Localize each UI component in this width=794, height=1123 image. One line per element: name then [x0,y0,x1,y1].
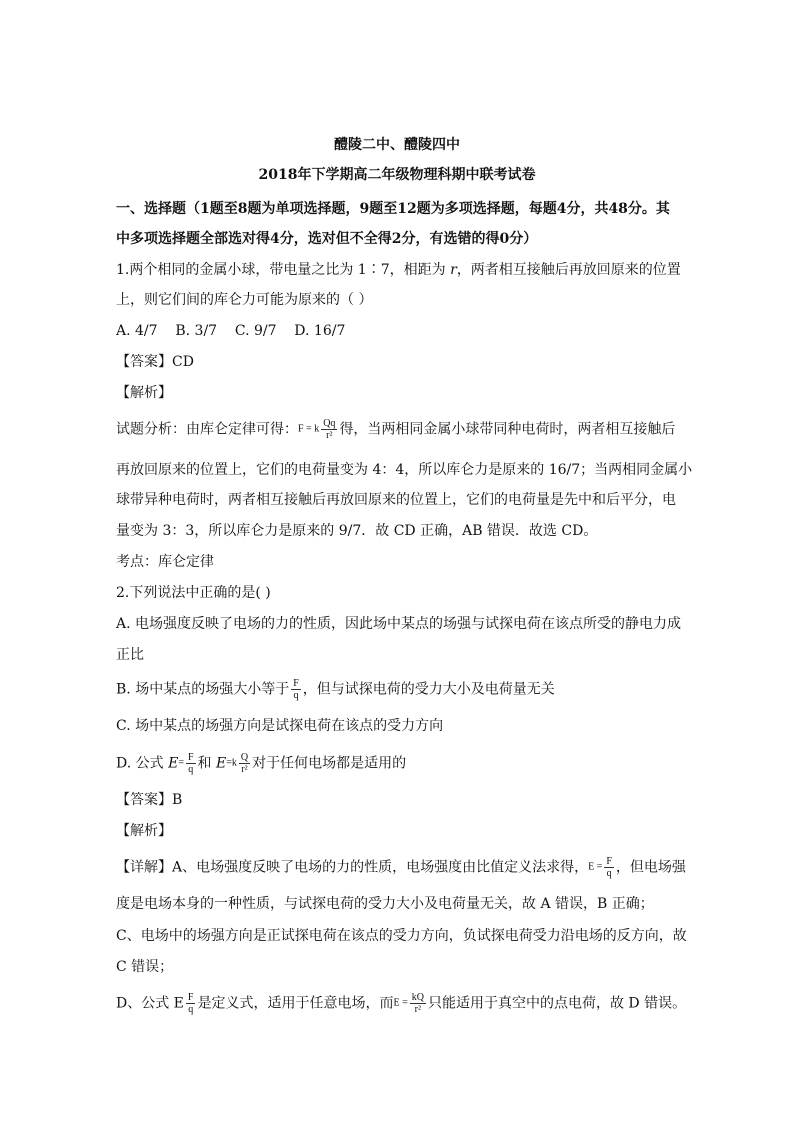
q2-optb-denominator: q [293,690,299,701]
q1-analysis-heading: 【解析】 [116,385,172,401]
q2-d5-denominator1: q [188,1004,194,1015]
q2-d5-denominator2: r² [414,1004,421,1015]
q2-d5-eq2: E = [393,997,408,1009]
q2-detail-line5 [116,992,686,1015]
q2-d1-fraction [604,856,614,879]
q2-optb-fraction [291,678,301,701]
q1-explanation-line3: 球带异种电荷时，两者相互接触后再放回原来的位置上，它们的电荷量是先中和后平分，电 [116,492,676,508]
q2-option-a-line2: 正比 [116,647,144,663]
q1-options: A. 4/7 B. 3/7 C. 9/7 D. 16/7 [116,323,346,339]
q2-optb-a: B. 场中某点的场强大小等于 [116,681,290,698]
q2-d5-fraction2 [410,992,426,1015]
q1-eq-denominator: r² [326,430,333,441]
q2-detail-line1 [116,856,686,879]
q2-d5-c: 只能适用于真空中的点电荷，故 D 错误。 [427,995,687,1012]
q2-option-b [116,678,555,701]
q2-option-a-line1: A. 电场强度反映了电场的力的性质，因此场中某点的场强与试探电荷在该点所受的静电力成 [116,616,682,632]
school-names: 醴陵二中、醴陵四中 [334,137,460,153]
q1-stem-line1 [116,260,681,280]
q2-detail-line4: C 错误； [116,959,174,975]
q2-detail-line2: 度是电场本身的一种性质，与试探电荷的受力大小及电荷量无关，故 A 错误，B 正确； [116,896,654,912]
q2-d5-a: D、公式 E [116,995,184,1012]
q2-optd-eq2: =k [226,757,237,769]
q2-optd-denominator2: r² [241,764,248,775]
q1-eq-lhs: F = k [298,423,320,435]
q2-d1-denominator: q [606,868,612,879]
q1-stem-b: ，两者相互接触后再放回原来的位置 [456,262,681,278]
q2-d5-fraction1 [186,992,196,1015]
q2-optd-a: D. 公式 [116,755,169,772]
q1-exp1-a: 试题分析：由库仑定律可得： [116,421,298,438]
q1-stem-a: 1.两个相同的金属小球，带电量之比为 1∶7，相距为 [116,262,451,278]
q1-eq-numerator: Qq [323,418,336,429]
q2-optd-e1: E [168,755,179,772]
q2-optd-fraction2 [239,752,250,775]
q2-option-d [116,752,406,775]
q2-answer: 【答案】B [116,792,183,808]
q2-analysis-heading: 【解析】 [116,823,172,839]
q1-explanation-line1 [116,418,675,441]
q2-d1-a: 【详解】A、电场强度反映了电场的力的性质，电场强度由比值定义法求得， [116,859,589,876]
q2-optb-b: ，但与试探电荷的受力大小及电荷量无关 [302,681,555,698]
q1-answer: 【答案】CD [116,354,194,370]
q2-d5-numerator1: F [187,992,194,1003]
q1-eq-fraction [321,418,337,441]
q2-detail-line3: C、电场中的场强方向是正试探电荷在该点的受力方向，负试探电荷受力沿电场的反方向，故 [116,928,687,944]
q2-stem: 2.下列说法中正确的是( ) [116,585,271,601]
q2-optb-numerator: F [293,678,299,689]
section-heading-line2: 中多项选择题全部选对得4分，选对但不全得2分，有选错的得0分） [116,231,538,247]
q2-option-c: C. 场中某点的场强方向是试探电荷在该点的受力方向 [116,718,444,734]
q2-d5-b: 是定义式，适用于任意电场，而 [197,995,394,1012]
q1-explanation-line4: 量变为 3：3，所以库仑力是原来的 9/7．故 CD 正确，AB 错误．故选 CD。 [116,523,598,539]
q1-exp1-b: 得，当两相同金属小球带同种电荷时，两者相互接触后 [339,421,676,438]
q1-explanation-line2: 再放回原来的位置上，它们的电荷量变为 4：4，所以库仑力是原来的 16/7；当两相同金属小 [116,462,693,478]
q2-optd-numerator2: Q [240,752,249,763]
q2-d1-eq: E = [588,861,603,873]
q2-d5-numerator2: kQ [411,992,424,1003]
q2-optd-e2: E [215,755,227,772]
q2-optd-eq1: = [178,757,184,769]
q2-optd-fraction1 [186,752,196,775]
q1-stem-line2: 上，则它们间的库仑力可能为原来的（ ） [116,292,373,308]
section-heading-line1: 一、选择题（1题至8题为单项选择题，9题至12题为多项选择题，每题4分，共48分。其 [116,201,670,217]
q1-stem-r: r [450,262,457,278]
exam-title: 2018年下学期高二年级物理科期中联考试卷 [258,167,536,183]
q2-d1-b: ，但电场强 [615,859,686,876]
q1-knowledge-point: 考点：库仑定律 [116,554,214,570]
q2-optd-b: 对于任何电场都是适用的 [252,755,407,772]
q2-optd-denominator1: q [188,764,194,775]
q2-optd-numerator1: F [187,752,194,763]
q2-optd-and: 和 [197,755,216,772]
q2-d1-numerator: F [606,856,612,867]
